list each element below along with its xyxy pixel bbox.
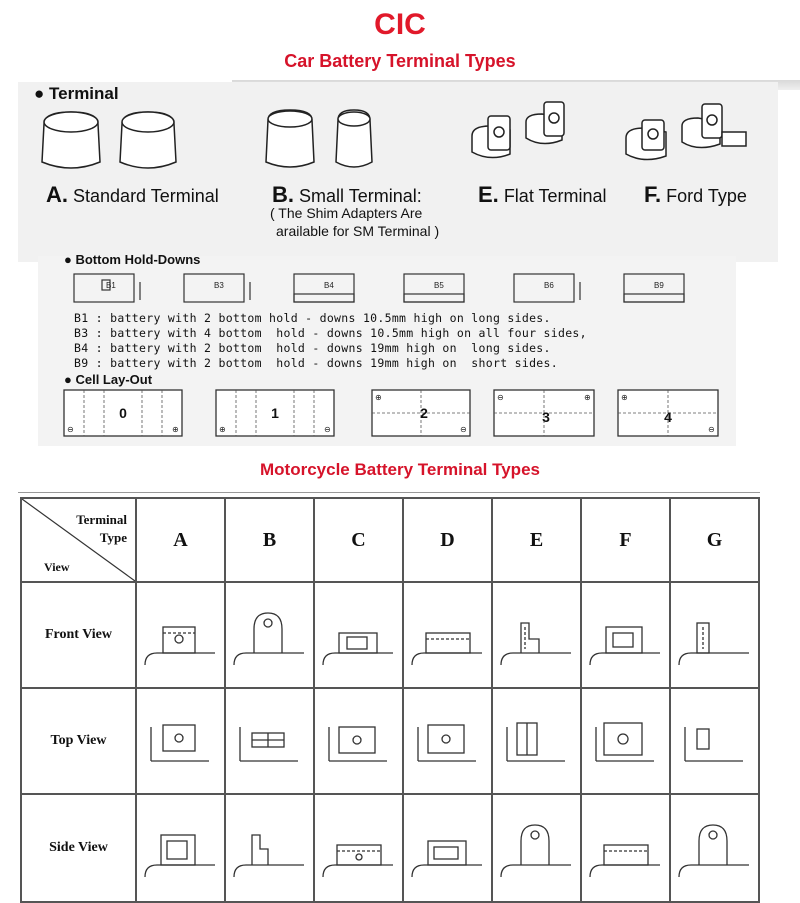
svg-text:⊕: ⊕: [621, 393, 628, 402]
svg-text:⊖: ⊖: [708, 425, 715, 434]
svg-text:B4: B4: [324, 281, 334, 290]
top-view-d-icon: [403, 688, 492, 794]
svg-text:⊖: ⊖: [497, 393, 504, 402]
layout-1-label: 1: [271, 405, 279, 421]
flat-terminal-icon: [466, 92, 596, 172]
side-view-g-icon: [670, 794, 759, 902]
top-view-g-icon: [670, 688, 759, 794]
side-view-f-icon: [581, 794, 670, 902]
holddown-diagrams: [70, 270, 730, 308]
column-header-a: A: [136, 498, 225, 582]
svg-text:B9: B9: [654, 281, 664, 290]
column-header-e: E: [492, 498, 581, 582]
holddown-note-b1: B1 : battery with 2 bottom hold - downs 10.5mm high on long sides.: [74, 311, 551, 325]
small-terminal-icon: [262, 104, 392, 174]
top-view-a-icon: [136, 688, 225, 794]
cell-layouts: [62, 388, 732, 440]
layout-2-label: 2: [420, 405, 428, 421]
row-header-side: Side View: [21, 794, 136, 902]
corner-terminal-label: Terminal: [76, 512, 127, 527]
layout-0-label: 0: [119, 405, 127, 421]
terminal-b-note-1: ( The Shim Adapters Are: [270, 205, 423, 221]
cell-layout-row: [62, 388, 732, 440]
front-view-g-icon: [670, 582, 759, 688]
side-view-e-icon: [492, 794, 581, 902]
svg-text:⊕: ⊕: [219, 425, 226, 434]
top-view-e-icon: [492, 688, 581, 794]
terminal-label-e: E. Flat Terminal: [478, 182, 607, 207]
side-view-c-icon: [314, 794, 403, 902]
motorcycle-terminal-table: [20, 497, 760, 903]
layout-4-label: 4: [664, 409, 672, 425]
motorcycle-section-title: Motorcycle Battery Terminal Types: [260, 460, 540, 479]
holddown-notes: [74, 311, 587, 371]
column-header-c: C: [314, 498, 403, 582]
holddown-note-b3: B3 : battery with 4 bottom hold - downs 10.5mm high on all four sides,: [74, 326, 587, 340]
row-header-top: Top View: [21, 688, 136, 794]
layout-heading: ● Cell Lay-Out: [64, 372, 153, 387]
side-view-a-icon: [136, 794, 225, 902]
terminal-label-a: A. Standard Terminal: [46, 182, 219, 207]
svg-text:⊖: ⊖: [67, 425, 74, 434]
front-view-f-icon: [581, 582, 670, 688]
side-view-b-icon: [225, 794, 314, 902]
ford-terminal-icon: [620, 92, 760, 172]
svg-text:⊖: ⊖: [324, 425, 331, 434]
table-corner-cell: [21, 498, 136, 582]
svg-text:B3: B3: [214, 281, 224, 290]
svg-text:B6: B6: [544, 281, 554, 290]
column-header-f: F: [581, 498, 670, 582]
holddown-row: [70, 270, 730, 308]
corner-type-label: Type: [99, 530, 127, 545]
column-header-d: D: [403, 498, 492, 582]
front-view-a-icon: [136, 582, 225, 688]
car-section-title: Car Battery Terminal Types: [284, 51, 516, 71]
front-view-c-icon: [314, 582, 403, 688]
layout-3-label: 3: [542, 409, 550, 425]
svg-text:⊕: ⊕: [172, 425, 179, 434]
standard-terminal-icon: [34, 104, 204, 174]
svg-text:B1: B1: [106, 281, 116, 290]
terminal-label-b: B. Small Terminal:: [272, 182, 422, 207]
svg-text:⊖: ⊖: [460, 425, 467, 434]
holddown-note-b9: B9 : battery with 2 bottom hold - downs 19mm high on short sides.: [74, 356, 558, 370]
top-view-c-icon: [314, 688, 403, 794]
terminal-label-f: F. Ford Type: [644, 182, 747, 207]
svg-text:⊕: ⊕: [584, 393, 591, 402]
column-header-b: B: [225, 498, 314, 582]
table-row-front: [21, 582, 759, 688]
holddowns-heading: ● Bottom Hold-Downs: [64, 252, 201, 267]
motorcycle-divider: [18, 492, 760, 493]
svg-text:⊕: ⊕: [375, 393, 382, 402]
top-view-f-icon: [581, 688, 670, 794]
svg-text:B5: B5: [434, 281, 444, 290]
front-view-e-icon: [492, 582, 581, 688]
brand-title: CIC: [374, 8, 426, 41]
terminal-heading: ● Terminal: [34, 84, 119, 103]
holddown-note-b4: B4 : battery with 2 bottom hold - downs 19mm high on long sides.: [74, 341, 551, 355]
row-header-front: Front View: [21, 582, 136, 688]
side-view-d-icon: [403, 794, 492, 902]
top-view-b-icon: [225, 688, 314, 794]
terminal-b-note-2: arailable for SM Terminal ): [276, 223, 440, 239]
column-header-g: G: [670, 498, 759, 582]
table-row-side: [21, 794, 759, 902]
front-view-b-icon: [225, 582, 314, 688]
corner-header: [76, 511, 127, 547]
corner-view-label: View: [44, 560, 70, 574]
table-header-row: [21, 498, 759, 582]
front-view-d-icon: [403, 582, 492, 688]
table-row-top: [21, 688, 759, 794]
